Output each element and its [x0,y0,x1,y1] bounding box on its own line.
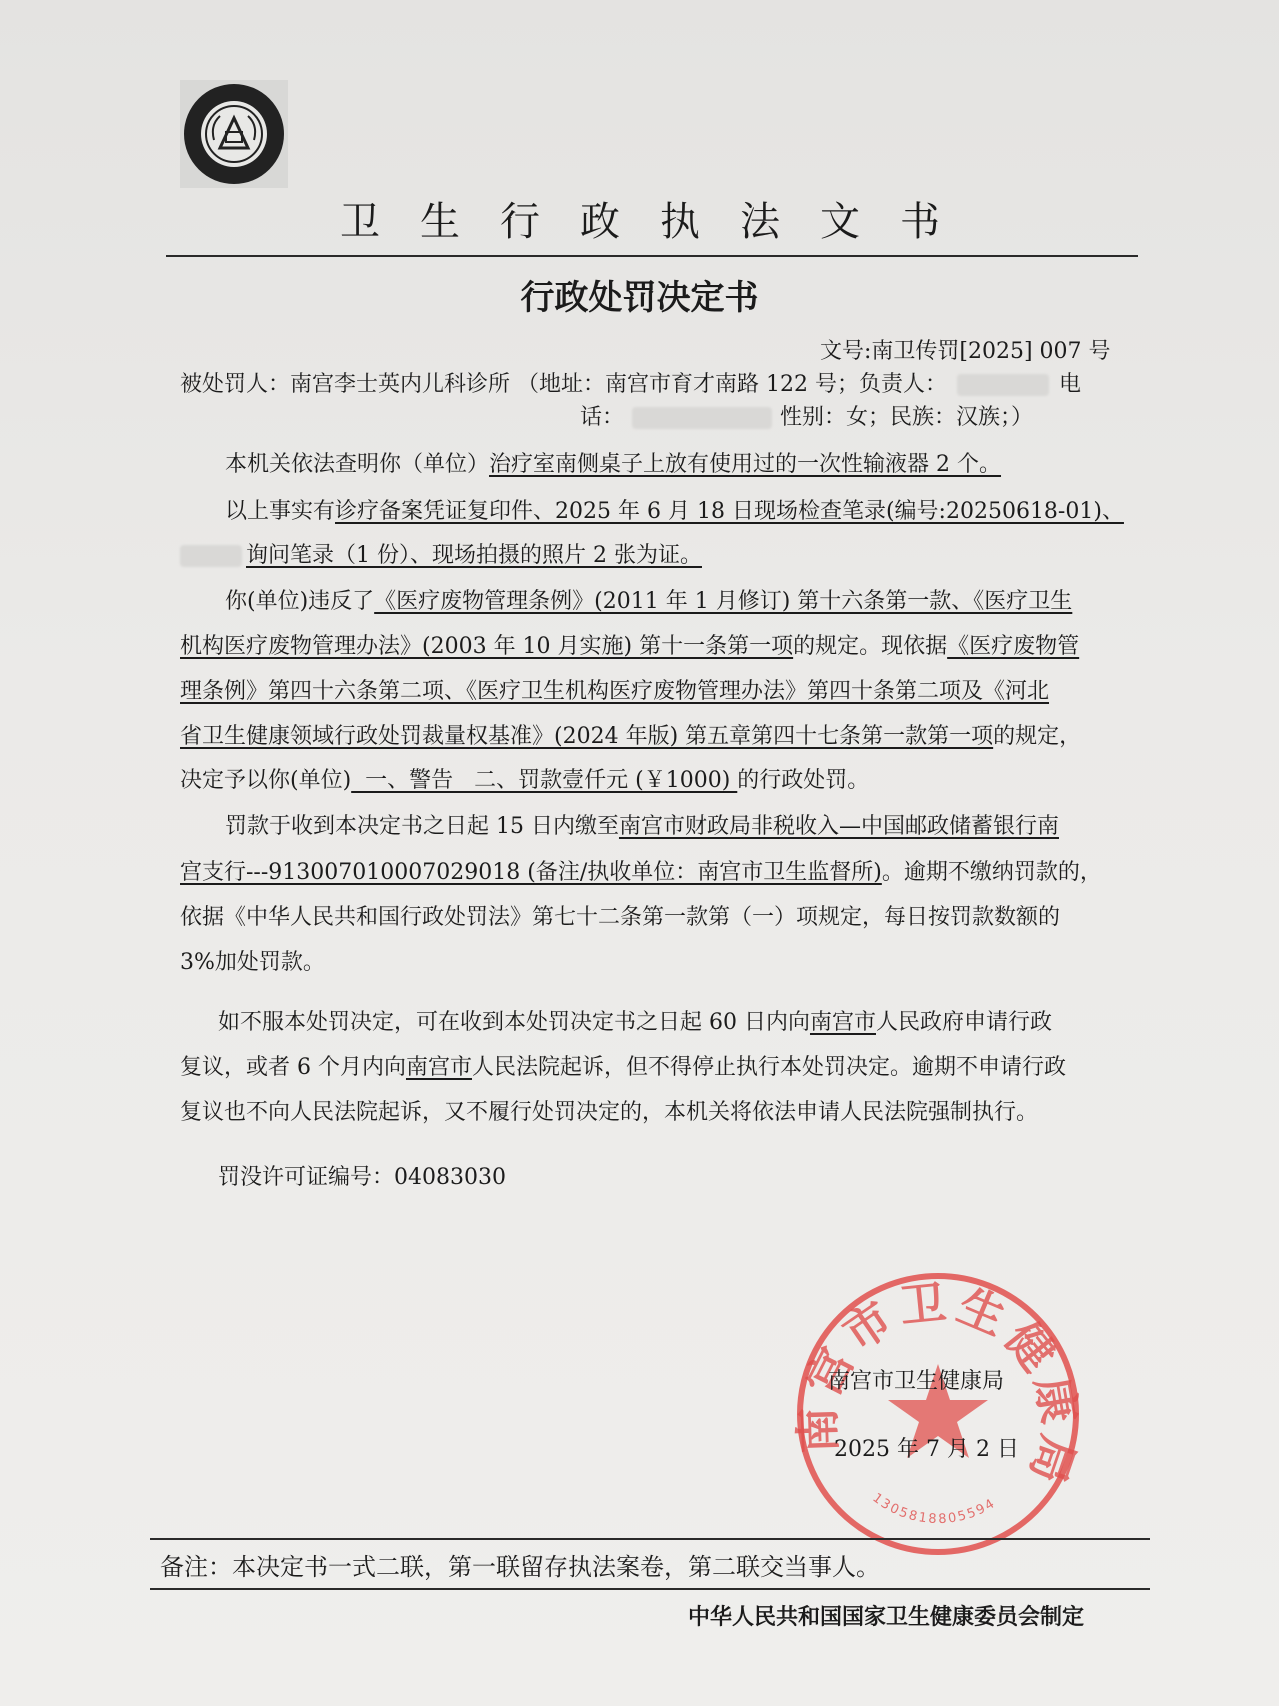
series-title: 卫生行政执法文书 [340,199,980,245]
redacted-responsible-person [957,374,1049,396]
party-gender-ethnicity: 性别：女；民族：汉族；） [780,405,1034,430]
appeal-line-3: 复议也不向人民法院起诉，又不履行处罚决定的，本机关将依法申请人民法院强制执行。 [180,1100,1039,1125]
fact-text: 治疗室南侧桌子上放有使用过的一次性输液器 2 个。 [489,452,1002,477]
license-number: 罚没许可证编号：04083030 [218,1165,506,1190]
violation-line-2 [180,632,1079,662]
evidence-prefix: 以上事实有 [225,499,336,524]
basis-suffix: 的规定， [993,724,1082,749]
appeal-court-suffix: 人民法院起诉，但不得停止执行本处罚决定。逾期不申请行政 [472,1055,1067,1080]
payment-line-4: 3%加处罚款。 [180,950,325,975]
issuing-authority: 南宫市卫生健康局 [828,1369,1005,1394]
redacted-phone [632,407,772,429]
penalty-line [180,766,869,796]
seal-org-text: 南宫市卫生健康局 [792,1274,1084,1496]
document-title: 行政处罚决定书 [520,278,759,318]
issue-date: 2025 年 7 月 2 日 [834,1437,1019,1462]
violation-line-3 [180,677,1049,707]
document-number: 文号:南卫传罚[2025] 007 号 [820,339,1111,364]
health-inspection-emblem [180,80,288,188]
evidence-line-2 [180,541,702,571]
footer-note: 备注：本决定书一式二联，第一联留存执法案卷，第二联交当事人。 [160,1553,880,1581]
official-seal [792,1268,1084,1560]
penalty-prefix: 决定予以你(单位) [180,768,352,793]
header-rule [166,255,1138,257]
party-phone-label-1: 电 [1058,372,1081,397]
payment-account-1: 南宫市财政局非税收入—中国邮政储蓄银行南 [618,814,1059,839]
payment-prefix: 罚款于收到本决定书之日起 15 日内缴至 [225,814,619,839]
emblem-icon [180,80,288,188]
seal-icon [792,1268,1084,1560]
fact-prefix: 本机关依法查明你（单位） [225,452,490,477]
penalty-content: 一、警告 二、罚款壹仟元 (￥1000) [351,768,738,793]
footer-top-rule [150,1538,1150,1540]
appeal-line-2 [180,1053,1066,1083]
evidence-text-1: 诊疗备案凭证复印件、2025 年 6 月 18 日现场检查笔录(编号:20250618-01)、 [335,499,1124,524]
evidence-text-2: 询问笔录（1 份）、现场拍摄的照片 2 张为证。 [246,543,702,568]
evidence-line-1 [225,497,1124,527]
party-line-2 [580,403,1033,433]
payment-line-1 [225,812,1059,842]
violation-law-1: 《医疗废物管理条例》(2011 年 1 月修订) 第十六条第一款、《医疗卫生 [374,589,1073,614]
payment-line-2 [180,858,1102,888]
basis-law-1: 《医疗废物管 [947,634,1080,659]
payment-account-2: 宫支行---913007010007029018 (备注/执收单位：南宫市卫生监督所) [180,860,882,885]
penalty-suffix: 的行政处罚。 [737,768,870,793]
party-line-1 [180,370,1081,400]
footer-bottom-rule [150,1588,1150,1590]
late-payment-prefix: 。逾期不缴纳罚款的， [881,860,1102,885]
party-name-address: 被处罚人：南宫李士英内儿科诊所 （地址：南宫市育才南路 122 号；负责人： [180,372,947,397]
violation-law-2: 机构医疗废物管理办法》(2003 年 10 月实施) 第十一条第一项 [180,634,794,659]
seal-number: 1305818805594 [869,1490,999,1528]
redacted-name [180,545,242,567]
issuer-footer: 中华人民共和国国家卫生健康委员会制定 [688,1605,1085,1630]
payment-line-3: 依据《中华人民共和国行政处罚法》第七十二条第一款第（一）项规定，每日按罚款数额的 [180,905,1061,930]
violation-prefix: 你(单位)违反了 [225,589,375,614]
basis-law-3: 省卫生健康领域行政处罚裁量权基准》(2024 年版) 第五章第四十七条第一款第一项 [180,724,994,749]
violation-line-1 [225,587,1072,617]
appeal-court-prefix: 复议，或者 6 个月内向 [180,1055,406,1080]
basis-law-2: 理条例》第四十六条第二项、《医疗卫生机构医疗废物管理办法》第四十条第二项及《河北 [180,679,1050,704]
fact-line [225,450,1001,480]
appeal-court-city: 南宫市 [405,1055,472,1080]
violation-line-4 [180,722,1081,752]
appeal-line-1 [218,1008,1052,1038]
violation-basis-prefix: 的规定。现依据 [793,634,948,659]
appeal-prefix: 如不服本处罚决定，可在收到本处罚决定书之日起 60 日内向 [218,1010,810,1035]
appeal-government: 南宫市 [809,1010,876,1035]
party-phone-label-2: 话： [580,405,625,430]
appeal-suffix: 人民政府申请行政 [876,1010,1053,1035]
